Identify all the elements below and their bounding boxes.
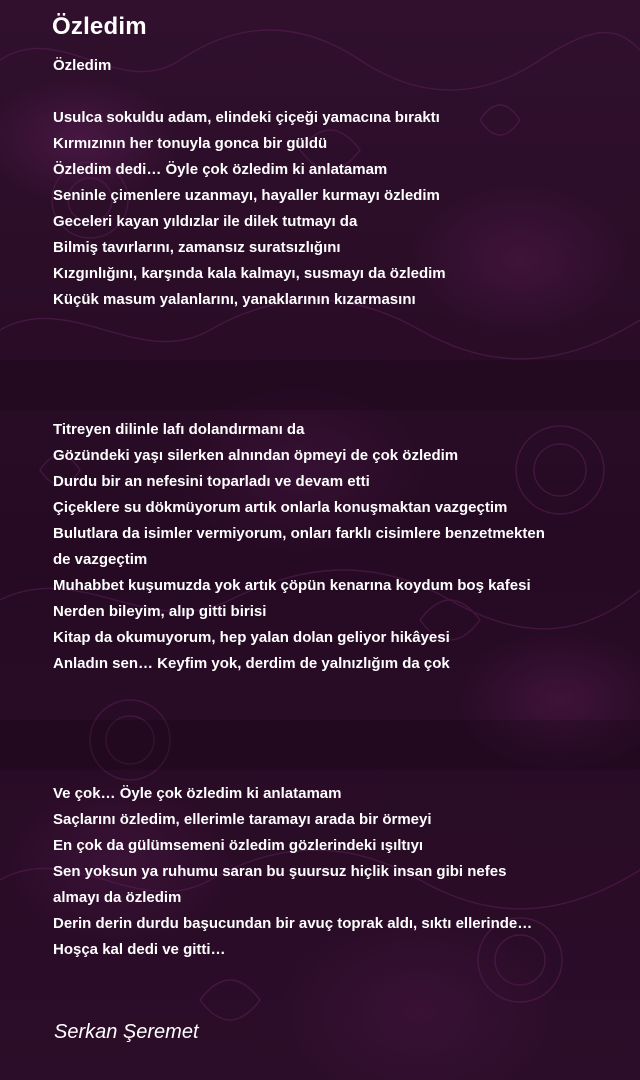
poem-line: Kırmızının her tonuyla gonca bir güldü (53, 135, 328, 152)
poem-line: Titreyen dilinle lafı dolandırmanı da (53, 421, 305, 438)
poem-line: Kızgınlığını, karşında kala kalmayı, susmayı da özledim (53, 265, 446, 282)
poem-line: Ve çok… Öyle çok özledim ki anlatamam (53, 785, 342, 802)
stanza-1 (53, 105, 593, 313)
poem-line: Küçük masum yalanlarını, yanaklarının kızarmasını (53, 291, 416, 308)
poem-line: Durdu bir an nefesini toparladı ve devam etti (53, 473, 370, 490)
poem-line: Bulutlara da isimler vermiyorum, onları farklı cisimlere benzetmekten (53, 525, 545, 542)
poem-line: Muhabbet kuşumuzda yok artık çöpün kenarına koydum boş kafesi (53, 577, 531, 594)
stanza-3 (53, 781, 593, 963)
poem-line: Seninle çimenlere uzanmayı, hayaller kurmayı özledim (53, 187, 440, 204)
poem-line: Kitap da okumuyorum, hep yalan dolan geliyor hikâyesi (53, 629, 450, 646)
poem-subtitle: Özledim (53, 57, 112, 74)
poem-line: Geceleri kayan yıldızlar ile dilek tutmayı da (53, 213, 358, 230)
poem-line: Gözündeki yaşı silerken alnından öpmeyi de çok özledim (53, 447, 459, 464)
poem-line: Usulca sokuldu adam, elindeki çiçeği yamacına bıraktı (53, 109, 440, 126)
poem-line: Saçlarını özledim, ellerimle taramayı arada bir örmeyi (53, 811, 432, 828)
poem-line: Nerden bileyim, alıp gitti birisi (53, 603, 267, 620)
poem-line: Çiçeklere su dökmüyorum artık onlarla konuşmaktan vazgeçtim (53, 499, 508, 516)
poem-author: Serkan Şeremet (54, 1021, 199, 1043)
poem-line: Bilmiş tavırlarını, zamansız suratsızlığını (53, 239, 341, 256)
poem-content (53, 53, 593, 963)
page-title: Özledim (52, 13, 147, 40)
stanza-2 (53, 417, 593, 677)
poem-line: de vazgeçtim (53, 551, 148, 568)
poem-line: Derin derin durdu başucundan bir avuç toprak aldı, sıktı ellerinde… (53, 915, 533, 932)
poem-line: Hoşça kal dedi ve gitti… (53, 941, 226, 958)
poem-line: En çok da gülümsemeni özledim gözlerindeki ışıltıyı (53, 837, 424, 854)
poem-line: Sen yoksun ya ruhumu saran bu şuursuz hiçlik insan gibi nefes (53, 863, 507, 880)
poem-line: almayı da özledim (53, 889, 182, 906)
poem-line: Özledim dedi… Öyle çok özledim ki anlatamam (53, 161, 388, 178)
poem-line: Anladın sen… Keyfim yok, derdim de yalnızlığım da çok (53, 655, 450, 672)
